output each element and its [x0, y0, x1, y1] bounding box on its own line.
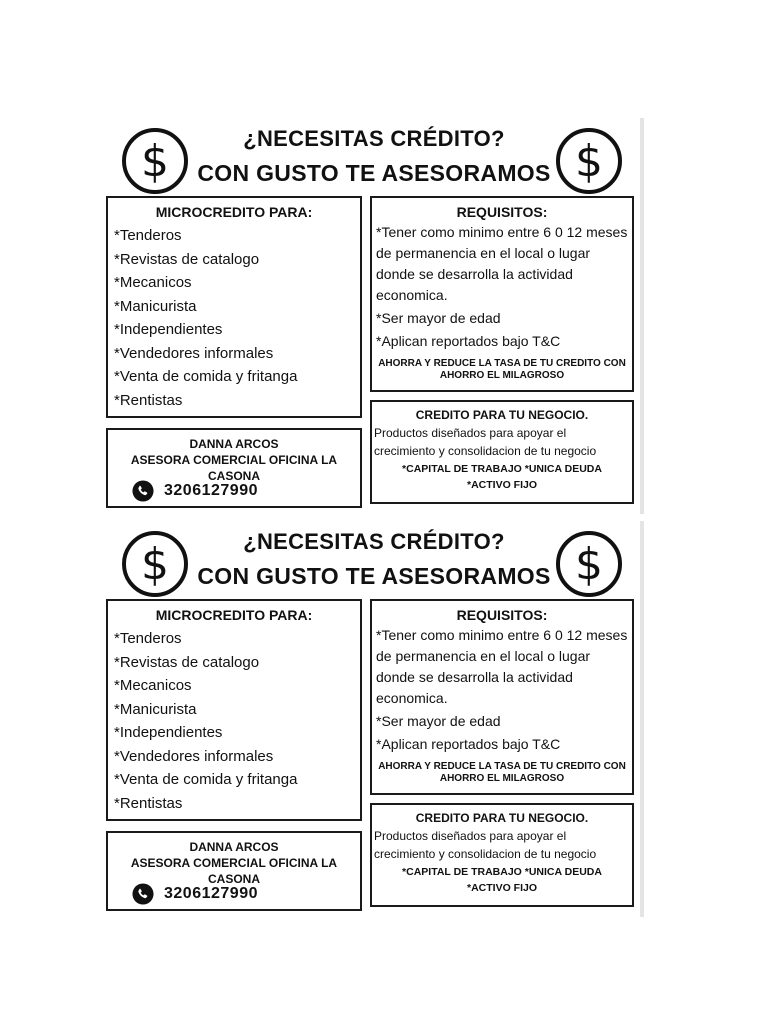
credito-bullet: *ACTIVO FIJO	[466, 479, 537, 491]
svg-text:$: $	[575, 136, 603, 187]
requisitos-heading: REQUISITOS:	[456, 607, 548, 623]
requisitos-item: *Aplican reportados bajo T&C	[376, 333, 561, 349]
list-item: *Tenderos	[114, 630, 182, 647]
list-item: *Rentistas	[114, 794, 183, 812]
flyer-title-line1: ¿NECESITAS CRÉDITO?	[243, 126, 505, 151]
list-item: *Rentistas	[114, 391, 183, 409]
credito-negocio-box	[370, 400, 634, 504]
list-item: *Revistas de catalogo	[114, 653, 260, 671]
credito-bullet: *CAPITAL DE TRABAJO *UNICA DEUDA	[402, 463, 602, 475]
list-item: *Vendedores informales	[114, 344, 274, 362]
credito-heading: CREDITO PARA TU NEGOCIO.	[415, 408, 589, 422]
phone-number[interactable]: 3206127990	[164, 885, 258, 902]
requisitos-box	[370, 196, 634, 392]
list-item: *Manicurista	[114, 297, 197, 315]
phone-icon	[132, 883, 154, 905]
phone-icon	[132, 480, 154, 502]
contact-name: DANNA ARCOS	[189, 840, 279, 854]
flyer-1	[104, 118, 644, 514]
microcredito-list	[114, 627, 360, 815]
flyer-title-line1: ¿NECESITAS CRÉDITO?	[243, 529, 505, 554]
phone-row	[132, 883, 258, 905]
contact-name: DANNA ARCOS	[189, 437, 279, 451]
contact-box	[106, 831, 362, 911]
list-item: *Mecanicos	[114, 677, 192, 694]
credito-heading: CREDITO PARA TU NEGOCIO.	[415, 811, 589, 825]
contact-box	[106, 428, 362, 508]
list-item: *Independientes	[114, 321, 223, 338]
credito-body: Productos diseñados para apoyar el crecimiento y consolidacion de tu negocio	[374, 829, 597, 861]
microcredito-box	[106, 599, 362, 821]
ahorro-note: AHORRA Y REDUCE LA TASA DE TU CREDITO CON AHORRO EL MILAGROSO	[378, 761, 626, 784]
microcredito-heading: MICROCREDITO PARA:	[155, 204, 313, 220]
list-item: *Venta de comida y fritanga	[114, 368, 298, 385]
credito-negocio-box	[370, 803, 634, 907]
list-item: *Venta de comida y fritanga	[114, 771, 298, 788]
list-item: *Manicurista	[114, 700, 197, 718]
microcredito-heading: MICROCREDITO PARA:	[155, 607, 313, 623]
requisitos-box	[370, 599, 634, 795]
svg-text:$: $	[575, 539, 603, 590]
credito-bullet: *CAPITAL DE TRABAJO *UNICA DEUDA	[402, 866, 602, 878]
contact-role: ASESORA COMERCIAL OFICINA LA CASONA	[130, 453, 338, 483]
flyer-2	[104, 521, 644, 917]
phone-number[interactable]: 3206127990	[164, 482, 258, 499]
list-item: *Independientes	[114, 724, 223, 741]
ahorro-note: AHORRA Y REDUCE LA TASA DE TU CREDITO CON AHORRO EL MILAGROSO	[378, 358, 626, 381]
svg-text:$: $	[141, 539, 169, 590]
microcredito-box	[106, 196, 362, 418]
contact-role: ASESORA COMERCIAL OFICINA LA CASONA	[130, 856, 338, 886]
requisitos-heading: REQUISITOS:	[456, 204, 548, 220]
credito-body: Productos diseñados para apoyar el crecimiento y consolidacion de tu negocio	[374, 426, 597, 458]
flyer-title-line2: CON GUSTO TE ASESORAMOS	[197, 160, 551, 186]
credito-bullet: *ACTIVO FIJO	[466, 882, 537, 894]
requisitos-body: *Tener como minimo entre 6 0 12 meses de permanencia en el local o lugar donde se desarrolla la actividad economica.	[376, 224, 628, 303]
requisitos-item: *Aplican reportados bajo T&C	[376, 736, 561, 752]
requisitos-item: *Ser mayor de edad	[376, 713, 501, 729]
microcredito-list	[114, 224, 360, 412]
flyer-title-line2: CON GUSTO TE ASESORAMOS	[197, 563, 551, 589]
list-item: *Revistas de catalogo	[114, 250, 260, 268]
svg-text:$: $	[141, 136, 169, 187]
list-item: *Tenderos	[114, 227, 182, 244]
requisitos-body: *Tener como minimo entre 6 0 12 meses de permanencia en el local o lugar donde se desarrolla la actividad economica.	[376, 627, 628, 706]
list-item: *Mecanicos	[114, 274, 192, 291]
requisitos-item: *Ser mayor de edad	[376, 310, 501, 326]
list-item: *Vendedores informales	[114, 747, 274, 765]
phone-row	[132, 480, 258, 502]
